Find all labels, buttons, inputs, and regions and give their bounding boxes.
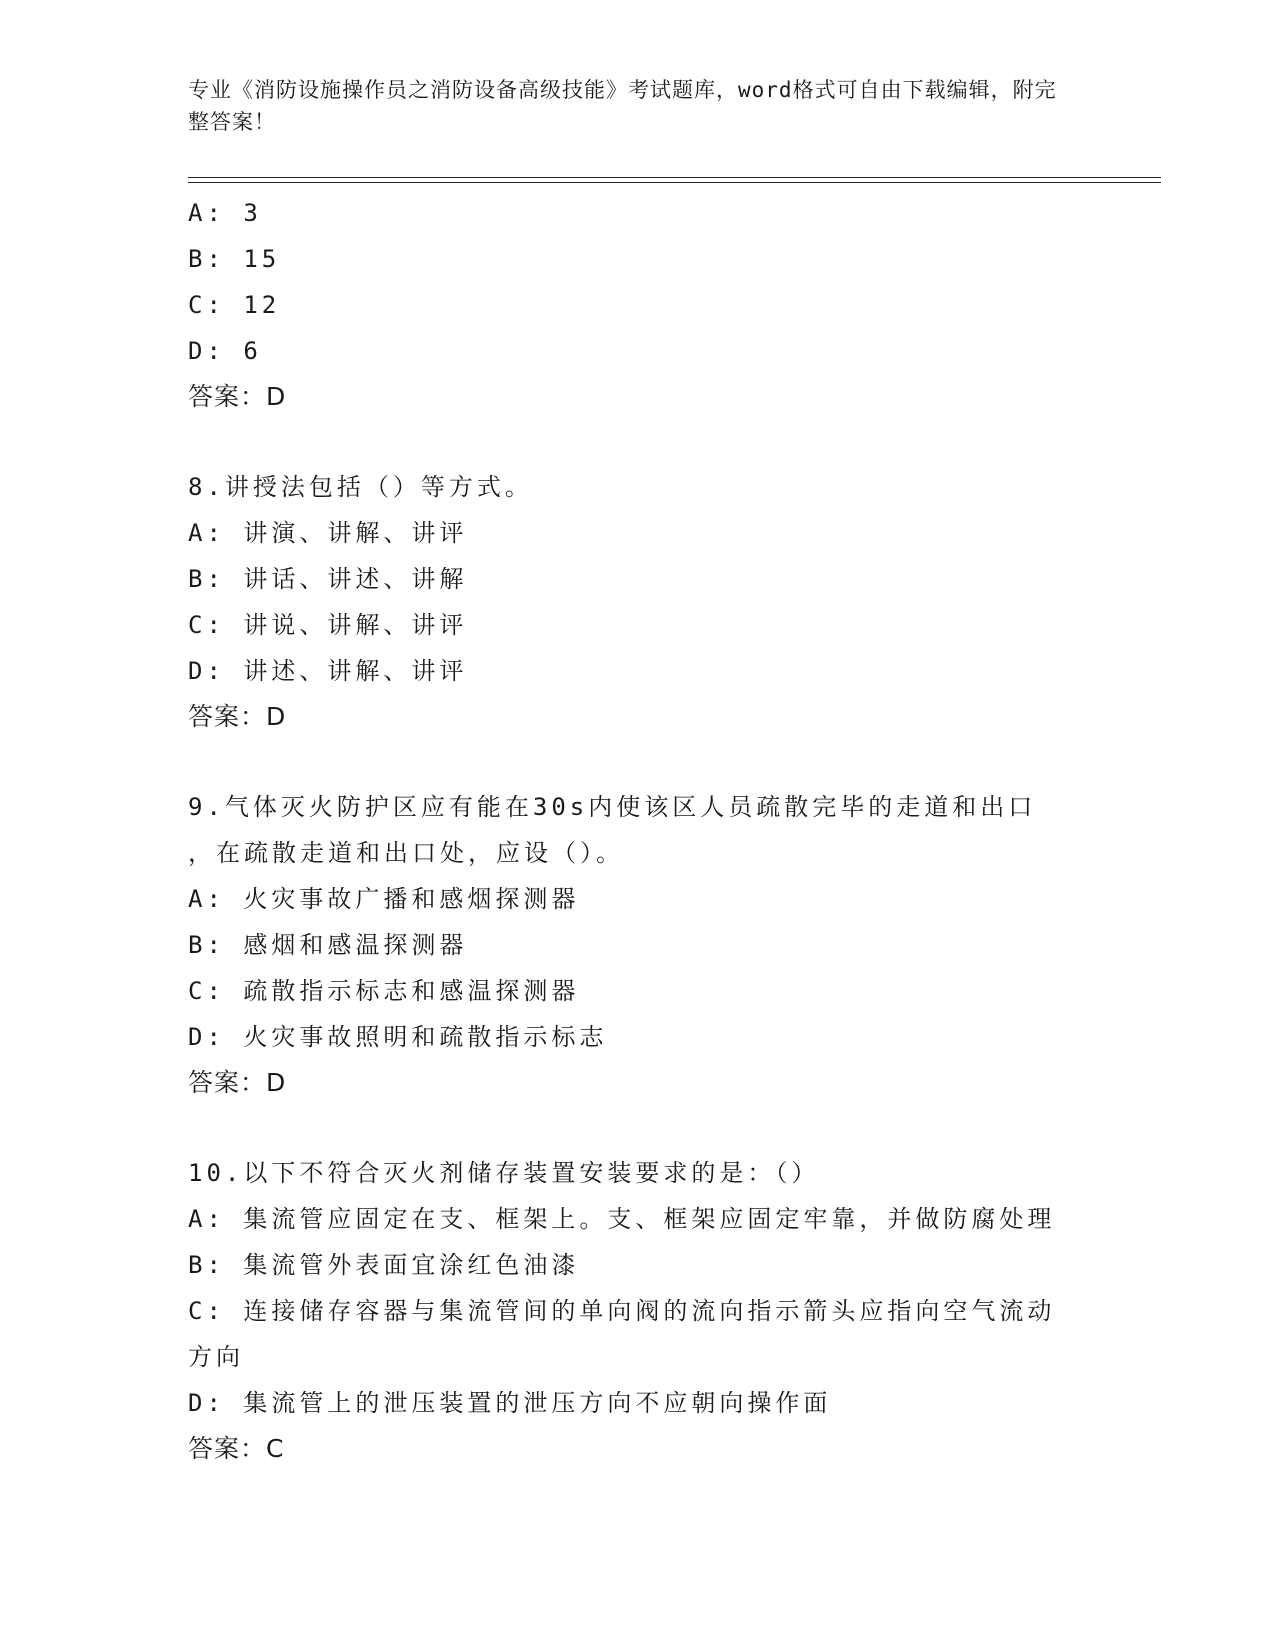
document-header: 专业《消防设施操作员之消防设备高级技能》考试题库，word格式可自由下载编辑，附完整答案！ <box>188 78 1057 134</box>
option-d: D: 6 <box>188 337 262 365</box>
question-stem: 8.讲授法包括（）等方式。 <box>188 473 533 501</box>
question-stem: 9.气体灭火防护区应有能在30s内使该区人员疏散完毕的走道和出口 <box>188 793 1037 821</box>
question-list <box>188 190 1088 1472</box>
option-c: C: 疏散指示标志和感温探测器 <box>188 977 580 1005</box>
option-d: D: 讲述、讲解、讲评 <box>188 657 468 685</box>
option-c-continued: 方向 <box>188 1343 244 1371</box>
option-b: B: 集流管外表面宜涂红色油漆 <box>188 1251 580 1279</box>
header-divider-bottom <box>188 182 1161 183</box>
question-stem-continued: ，在疏散走道和出口处，应设（）。 <box>188 839 624 867</box>
answer-line: 答案：C <box>188 1434 285 1463</box>
option-a: A: 集流管应固定在支、框架上。支、框架应固定牢靠，并做防腐处理 <box>188 1205 1056 1233</box>
question-block <box>188 464 1088 740</box>
option-b: B: 讲话、讲述、讲解 <box>188 565 468 593</box>
answer-line: 答案：D <box>188 702 287 731</box>
question-block <box>188 190 1088 420</box>
option-d: D: 火灾事故照明和疏散指示标志 <box>188 1023 608 1051</box>
question-stem: 10.以下不符合灭火剂储存装置安装要求的是：（） <box>188 1159 820 1187</box>
option-a: A: 讲演、讲解、讲评 <box>188 519 468 547</box>
question-block <box>188 1150 1088 1472</box>
answer-line: 答案：D <box>188 1068 287 1097</box>
answer-line: 答案：D <box>188 382 287 411</box>
option-c: C: 12 <box>188 291 281 319</box>
question-block <box>188 784 1088 1106</box>
option-c: C: 连接储存容器与集流管间的单向阀的流向指示箭头应指向空气流动 <box>188 1297 1056 1325</box>
option-a: A: 火灾事故广播和感烟探测器 <box>188 885 580 913</box>
option-a: A: 3 <box>188 199 262 227</box>
option-b: B: 感烟和感温探测器 <box>188 931 468 959</box>
header-divider-top <box>188 177 1161 178</box>
option-b: B: 15 <box>188 245 281 273</box>
option-d: D: 集流管上的泄压装置的泄压方向不应朝向操作面 <box>188 1389 832 1417</box>
option-c: C: 讲说、讲解、讲评 <box>188 611 468 639</box>
